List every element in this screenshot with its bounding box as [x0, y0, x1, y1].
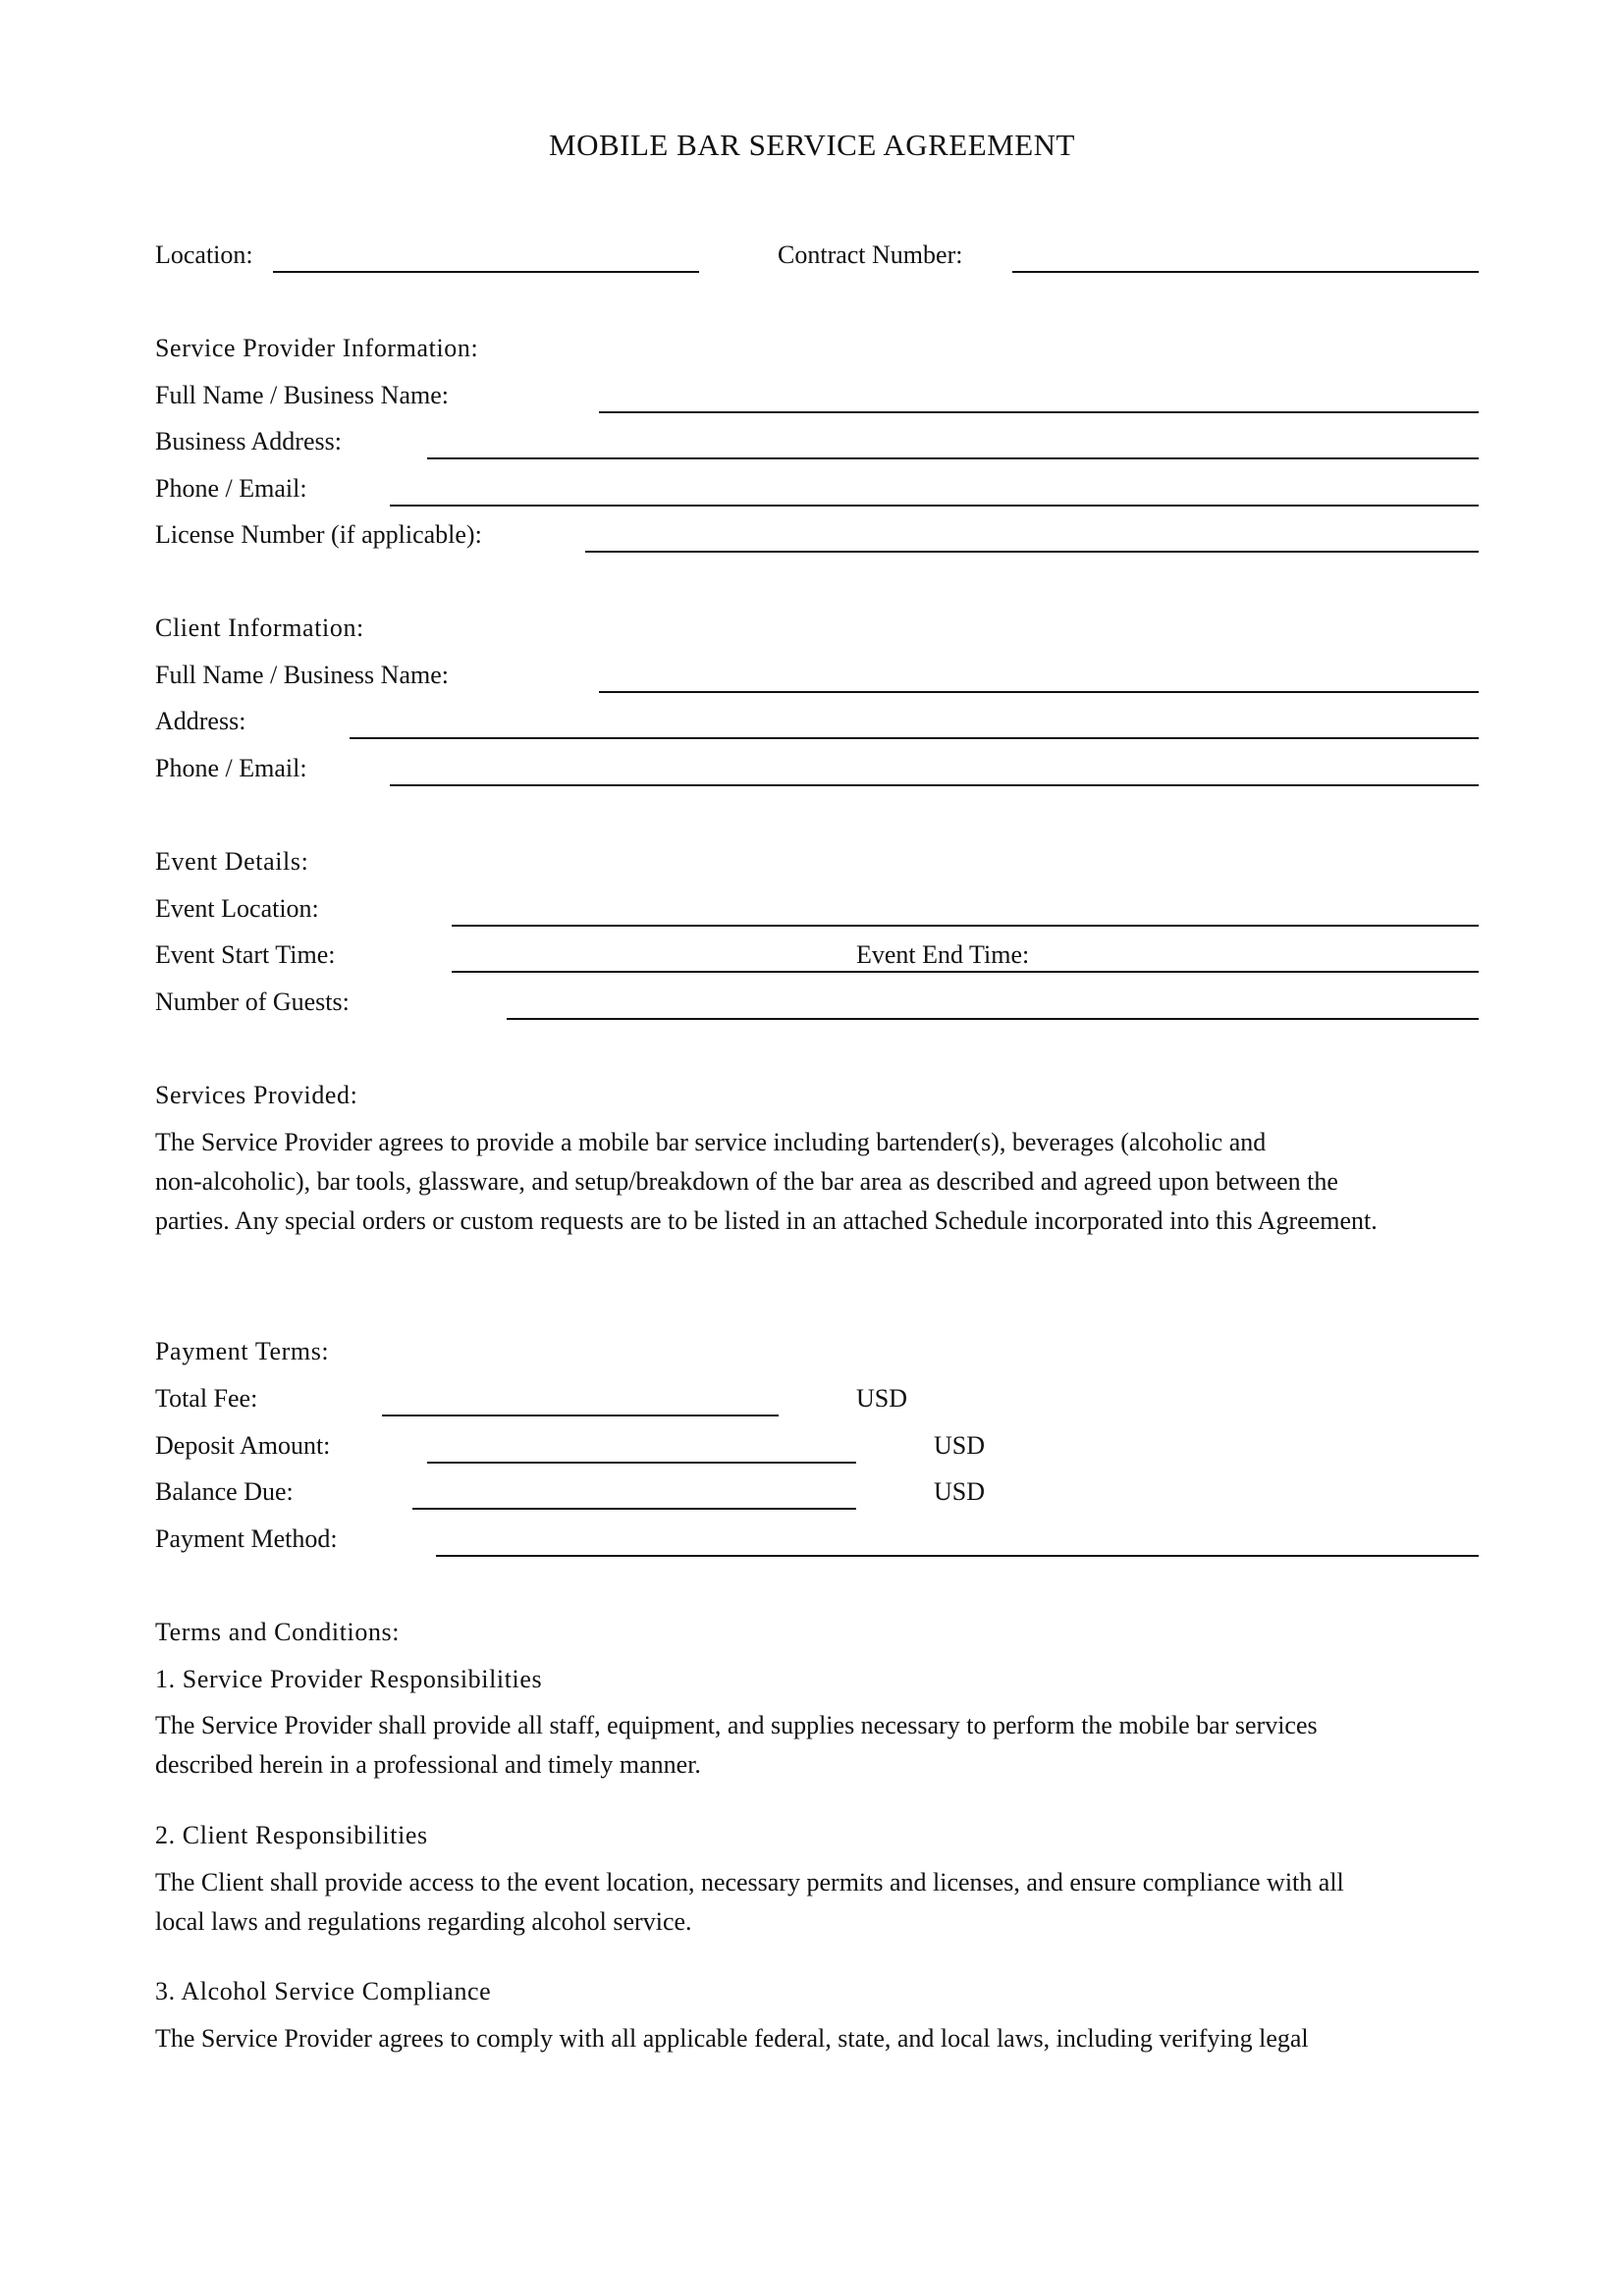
provider-phone-email-field-line[interactable] [390, 505, 1479, 507]
term-line: The Service Provider shall provide all staff, equipment, and supplies necessary to perform the mobile bar services [155, 1711, 1318, 1739]
service-provider-heading: Service Provider Information: [155, 334, 479, 362]
deposit-currency: USD [934, 1431, 986, 1460]
services-paragraph [155, 1123, 1490, 1241]
term-section-body [155, 2019, 1490, 2058]
client-full-name-field-line[interactable] [599, 691, 1479, 693]
location-label: Location: [155, 240, 253, 269]
event-time-field-line[interactable] [452, 971, 1479, 973]
term-line: local laws and regulations regarding alcohol service. [155, 1907, 692, 1936]
provider-address-label: Business Address: [155, 427, 342, 455]
term-section-title: 2. Client Responsibilities [155, 1821, 428, 1849]
total-fee-currency: USD [856, 1384, 908, 1413]
event-start-time-label: Event Start Time: [155, 940, 336, 969]
provider-phone-email-label: Phone / Email: [155, 474, 307, 503]
services-line: non-alcoholic), bar tools, glassware, and setup/breakdown of the bar area as described and agreed upon between the [155, 1167, 1338, 1196]
total-fee-label: Total Fee: [155, 1384, 258, 1413]
guests-field-line[interactable] [507, 1018, 1479, 1020]
services-line: The Service Provider agrees to provide a mobile bar service including bartender(s), beverages (alcoholic and [155, 1128, 1267, 1156]
term-section-body [155, 1706, 1490, 1785]
term-line: The Service Provider agrees to comply with all applicable federal, state, and local laws, including verifying legal [155, 2024, 1309, 2053]
event-end-time-label: Event End Time: [856, 940, 1030, 969]
client-full-name-label: Full Name / Business Name: [155, 661, 449, 689]
term-section-body [155, 1863, 1490, 1942]
event-location-label: Event Location: [155, 894, 319, 923]
location-field-line[interactable] [273, 271, 699, 273]
balance-label: Balance Due: [155, 1477, 294, 1506]
client-phone-email-label: Phone / Email: [155, 754, 307, 782]
contract-number-label: Contract Number: [778, 240, 963, 269]
payment-heading: Payment Terms: [155, 1337, 330, 1365]
term-line: The Client shall provide access to the event location, necessary permits and licenses, and ensure compliance with all [155, 1868, 1344, 1896]
provider-full-name-label: Full Name / Business Name: [155, 381, 449, 409]
provider-full-name-field-line[interactable] [599, 411, 1479, 413]
provider-license-field-line[interactable] [585, 551, 1479, 553]
payment-method-field-line[interactable] [436, 1555, 1479, 1557]
event-heading: Event Details: [155, 847, 309, 876]
balance-field-line[interactable] [412, 1508, 856, 1510]
client-heading: Client Information: [155, 614, 364, 642]
terms-heading: Terms and Conditions: [155, 1618, 401, 1646]
term-line: described herein in a professional and timely manner. [155, 1750, 701, 1779]
event-location-field-line[interactable] [452, 925, 1479, 927]
provider-address-field-line[interactable] [427, 457, 1479, 459]
client-phone-email-field-line[interactable] [390, 784, 1479, 786]
services-line: parties. Any special orders or custom requests are to be listed in an attached Schedule incorporated into this Agreement. [155, 1206, 1378, 1235]
deposit-field-line[interactable] [427, 1462, 856, 1464]
deposit-label: Deposit Amount: [155, 1431, 331, 1460]
client-address-label: Address: [155, 707, 246, 735]
term-section-title: 1. Service Provider Responsibilities [155, 1665, 543, 1693]
provider-license-label: License Number (if applicable): [155, 520, 482, 549]
total-fee-field-line[interactable] [382, 1415, 779, 1416]
client-address-field-line[interactable] [350, 737, 1479, 739]
contract-number-field-line[interactable] [1012, 271, 1479, 273]
term-section-title: 3. Alcohol Service Compliance [155, 1977, 492, 2005]
guests-label: Number of Guests: [155, 988, 350, 1016]
payment-method-label: Payment Method: [155, 1524, 338, 1553]
balance-currency: USD [934, 1477, 986, 1506]
document-title: MOBILE BAR SERVICE AGREEMENT [549, 128, 1075, 162]
services-heading: Services Provided: [155, 1081, 358, 1109]
